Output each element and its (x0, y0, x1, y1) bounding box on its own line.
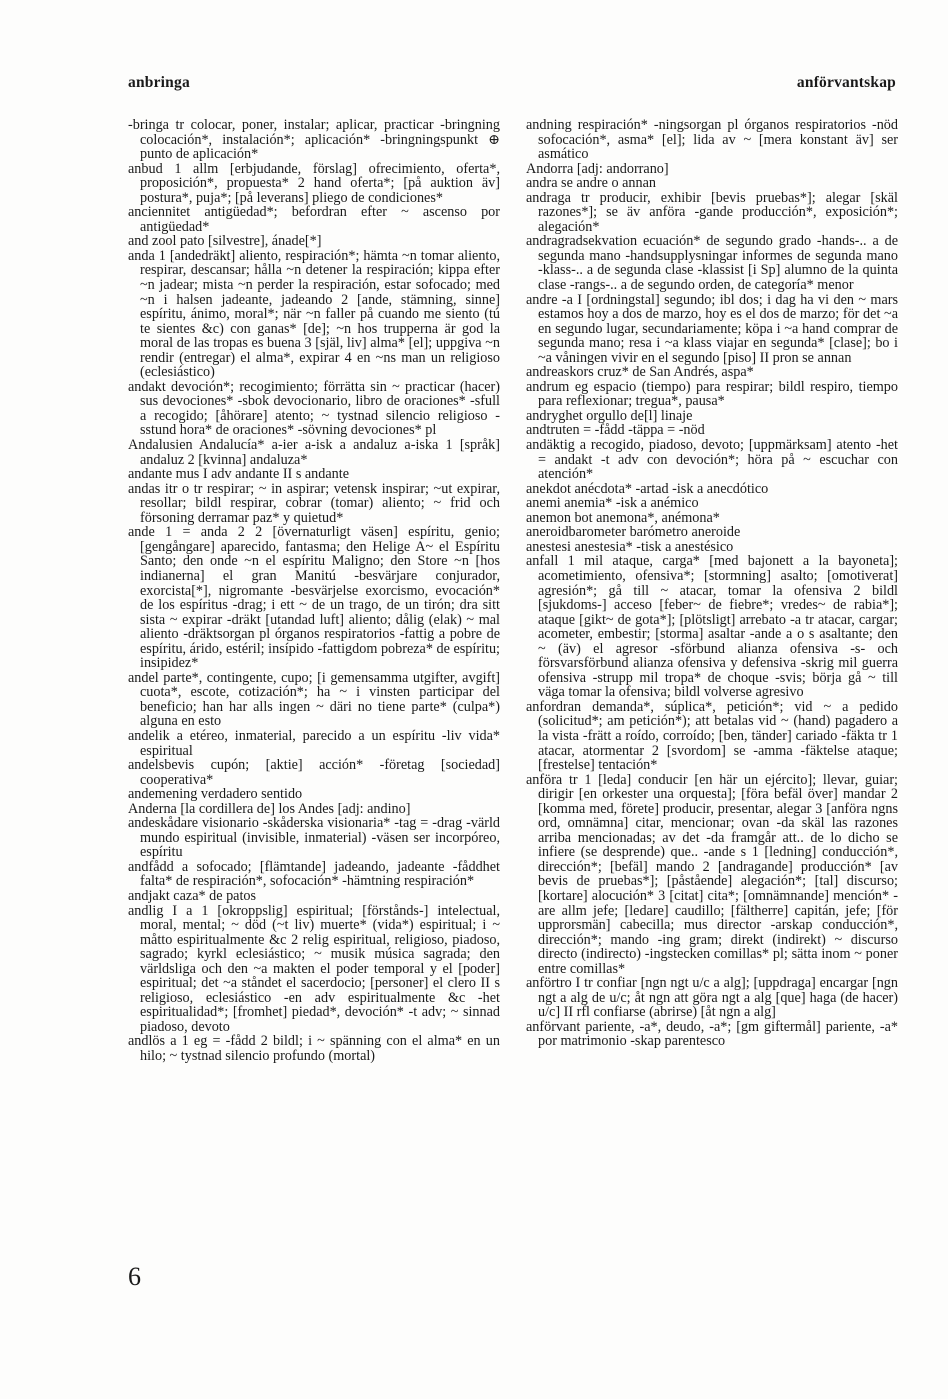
dictionary-entry: andfådd a sofocado; [flämtande] jadeando, jadeante -fåddhet falta* de respiración*, sofocación* -hämtning respiración* (128, 858, 500, 890)
dictionary-entry: anda 1 [andedräkt] aliento, respiración*; hämta ~n tomar aliento, respirar, descansar; hålla ~n detener la respiración; kippa efter ~n jadear; mista ~n perder la respiración, estar sofocado; med ~n i halsen jadeante, jadeando 2 [ande, stämning, sinne] espíritu, ánimo, moral*; när ~n faller på cuando me siento (tú te sientes &c) con ganas* [de]; ~n hos trupperna är god la moral de las tropas es buena 3 [själ, liv] alma* [el]; uppgiva ~n rendir (entregar) el alma*, expirar 4 en ~ns man un religioso (eclesiástico) (128, 247, 500, 381)
dictionary-entry: anföra tr 1 [leda] conducir [en här un ejército]; llevar, guiar; dirigir [en orkester una orquesta]; [föra befäl över] mandar 2 [komma med, förete] producir, presentar, alegar 3 [anföra ngns ord, omnämna] citar, mencionar; ovan -da skäl las razones arriba mencionadas; av det -da framgår att.. de lo dicho se infiere (se desprende) que.. -ande s 1 [ledning] conducción*, dirección*; [befäl] mando 2 [andragande] producción* [av bevis de pruebas*]; [påstående] alegación*; [tal] discurso; [kortare] alocución* 3 [citat] cita*; [omnämnande] mención* -are allm jefe; [ledare] caudillo; [fältherre] capitán, jefe; [för upprorsmän] cabecilla; mus director -arskap conducción*, dirección*; mando -ing gram; direkt (indirekt) ~ discurso directo (indirecto) -ingstecken comillas* pl; sätta inom ~ poner entre comillas* (526, 771, 898, 977)
running-head-left: anbringa (128, 74, 190, 91)
right-column (526, 118, 898, 1049)
dictionary-entry: andlös a 1 eg = -fådd 2 bildl; i ~ spänning con el alma* en un hilo; ~ tystnad silencio profundo (mortal) (128, 1033, 500, 1064)
dictionary-entry: Andorra [adj: andorrano] (526, 160, 669, 177)
left-column (128, 118, 500, 1064)
dictionary-entry: anbud 1 allm [erbjudande, förslag] ofrecimiento, oferta*, proposición*, propuesta* 2 hand oferta*; [på auktion äv] postura*, puja*; [på leverans] pliego de condiciones* (128, 160, 500, 206)
dictionary-entry: anekdot anécdota* -artad -isk a anecdótico (526, 480, 769, 497)
dictionary-entry: anfall 1 mil ataque, carga* [med bajonett a la bayoneta]; acometimiento, ofensiva*; [stormning] asalto; [omotiverat] agresión*; gå till ~ atacar, tomar la ofensiva 2 bildl [sjukdoms-] acceso [feber~ de fiebre*; vredes~ de rabia*]; ataque [gikt~ de gota*]; [plötsligt] arrebato -a tr atacar, cargar; acometer, embestir; [storma] asaltar -ande a o s asaltante; den ~ (äv) el agresor -sförbund alianza ofensiva -s- och försvarsförbund alianza ofensiva y defensiva -skrig mil guerra ofensiva -strupp mil tropa* de choque -svis; börja gå ~ till väga tomar la ofensiva; bildl volverse agresivo (526, 553, 898, 701)
dictionary-entry: andjakt caza* de patos (128, 887, 257, 904)
dictionary-entry: andelsbevis cupón; [aktie] acción* -företag [sociedad] cooperativa* (128, 757, 500, 788)
dictionary-entry: Andalusien Andalucía* a-ier a-isk a andaluz a-iska 1 [språk] andaluz 2 [kvinna] andaluza* (128, 437, 500, 468)
dictionary-entry: anförtro I tr confiar [ngn ngt u/c a alg]; [uppdraga] encargar [ngn ngt a alg de u/c; åt ngn att göra ngt a alg [que] haga (de hacer) u/c] II rfl confiarse (abrirse) [åt ngn a alg] (526, 975, 898, 1021)
dictionary-entry: andlig I a 1 [okroppslig] espiritual; [förstånds-] intelectual, moral, mental; ~ död (~t liv) muerte* (vida*) espiritual; i ~ måtto espiritualmente &c 2 relig espiritual, religioso, piadoso, sagrado; kyrkl eclesiástico; ~ musik música sagrada; den världsliga och den ~a makten el poder temporal y el [poder] espiritual; det ~a ståndet el sacerdocio; [personer] el clero II s religioso, eclesiástico -en adv espiritualmente &c -het espiritualidad*; [fromhet] piedad*, devoción* -t adv; ~ sinnad piadoso, devoto (128, 902, 500, 1035)
dictionary-entry: ande 1 = anda 2 2 [övernaturligt väsen] espíritu, genio; [gengångare] aparecido, fantasma; den Helige A~ el Espíritu Santo; den onde ~n el espíritu Maligno; den Store ~n [hos indianerna] el gran Manitú -besvärjare conjurador, exorcista[*], nigromante -besvärjelse exorcismo, evocación* de los espíritus -drag; i ett ~ de un trago, de un tirón; dra sitt sista ~ expirar -dräkt [utandad luft] aliento; dålig (elak) ~ mal aliento -dräktsorgan pl órganos respiratorios -fattig a pobre de espíritu, árido, estéril; insípido -fattigdom pobreza* de espíritu; insipidez* (128, 524, 500, 672)
dictionary-entry: andre -a I [ordningstal] segundo; ibl dos; i dag ha vi den ~ mars estamos hoy a dos de marzo, hoy es el dos de marzo; för det ~a en segundo lugar, secundariamente; köpa i ~a hand comprar de segunda mano; resa i ~a klass viajar en segunda* [clase]; bo i ~a våningen vivir en el segundo [piso] II pron se annan (526, 291, 898, 366)
dictionary-entry: andryghet orgullo de[l] linaje (526, 407, 693, 424)
dictionary-entry: andäktig a recogido, piadoso, devoto; [uppmärksam] atento -het = andakt -t adv con devoción*; höra på ~ escuchar con atención* (526, 437, 898, 483)
dictionary-entry: andragradsekvation ecuación* de segundo grado -hands-.. a de segunda mano -handsupplysningar informes de segunda mano -klass-.. a de segunda clase -klassist [i Sp] alumno de la quinta clase -rangs-.. a de segundo orden, de categoría* menor (526, 233, 898, 294)
dictionary-entry: andel parte*, contingente, cupo; [i gemensamma utgifter, avgift] cuota*, escote, cotización*; ha ~ i vinsten participar del beneficio; han har alls ingen ~ däri no tiene parte* (culpa*) alguna en esto (128, 669, 500, 730)
dictionary-entry: andante mus I adv andante II s andante (128, 466, 350, 483)
dictionary-entry: anemi anemia* -isk a anémico (526, 495, 699, 512)
dictionary-entry: andeskådare visionario -skåderska visionaria* -tag = -drag -värld mundo espiritual (invisible, inmaterial) -väsen ser incorpóreo, espíritu (128, 815, 500, 861)
dictionary-entry: anemon bot anemona*, anémona* (526, 509, 720, 526)
dictionary-entry: andning respiración* -ningsorgan pl órganos respiratorios -nöd sofocación*, asma* [el]; lida av ~ [mera konstant äv] ser asmático (526, 117, 898, 163)
dictionary-entry: andemening verdadero sentido (128, 786, 303, 803)
dictionary-entry: anförvant pariente, -a*, deudo, -a*; [gm giftermål] pariente, -a* por matrimonio -skap parentesco (526, 1018, 898, 1050)
dictionary-entry: andraga tr producir, exhibir [bevis pruebas*]; alegar [skäl razones*]; se äv anföra -gande producción*, exposición*; alegación* (526, 189, 898, 235)
dictionary-entry: andreaskors cruz* de San Andrés, aspa* (526, 364, 754, 381)
dictionary-entry: andelik a etéreo, inmaterial, parecido a un espíritu -liv vida* espiritual (128, 727, 500, 759)
dictionary-entry: anciennitet antigüedad*; befordran efter ~ ascenso por antigüedad* (128, 204, 500, 235)
running-head-right: anförvantskap (796, 74, 896, 91)
dictionary-entry: andrum eg espacio (tiempo) para respirar; bildl respiro, tiempo para reflexionar; tregua*, pausa* (526, 378, 898, 410)
page-number: 6 (128, 1262, 141, 1291)
dictionary-entry: anestesi anestesia* -tisk a anestésico (526, 538, 734, 555)
dictionary-entry: anfordran demanda*, súplica*, petición*; vid ~ a pedido (solicitud*; am petición*); att betalas vid ~ (hand) pagadero a la vista -frätt a roído, corroído; [ben, tänder] cariado -fäkta tr 1 atacar, atormentar 2 [svordom] se -amma -fäktelse ataque; [frestelse] tentación* (526, 698, 898, 774)
dictionary-entry: Anderna [la cordillera de] los Andes [adj: andino] (128, 800, 411, 817)
dictionary-entry: and zool pato [silvestre], ánade[*] (128, 233, 322, 250)
dictionary-entry: andas itr o tr respirar; ~ in aspirar; vetensk inspirar; ~ut expirar, resollar; bildl respirar, cobrar (tomar) aliento; ~ frid och försoning derramar paz* y quietud* (128, 480, 500, 526)
dictionary-entry: andakt devoción*; recogimiento; förrätta sin ~ practicar (hacer) sus devociones* -sbok devocionario, libro de oraciones* -sfull a recogido; [åhörare] atento; ~ tystnad silencio religioso -sstund hora* de oraciones* -sövning devociones* pl (128, 378, 500, 439)
dictionary-entry: -bringa tr colocar, poner, instalar; aplicar, practicar -bringning colocación*, instalación*; aplicación* -bringningspunkt ⊕ punto de aplicación* (128, 117, 500, 163)
dictionary-entry: aneroidbarometer barómetro aneroide (526, 524, 741, 541)
dictionary-entry: andra se andre o annan (526, 175, 656, 192)
dictionary-entry: andtruten = -fådd -täppa = -nöd (526, 422, 705, 439)
